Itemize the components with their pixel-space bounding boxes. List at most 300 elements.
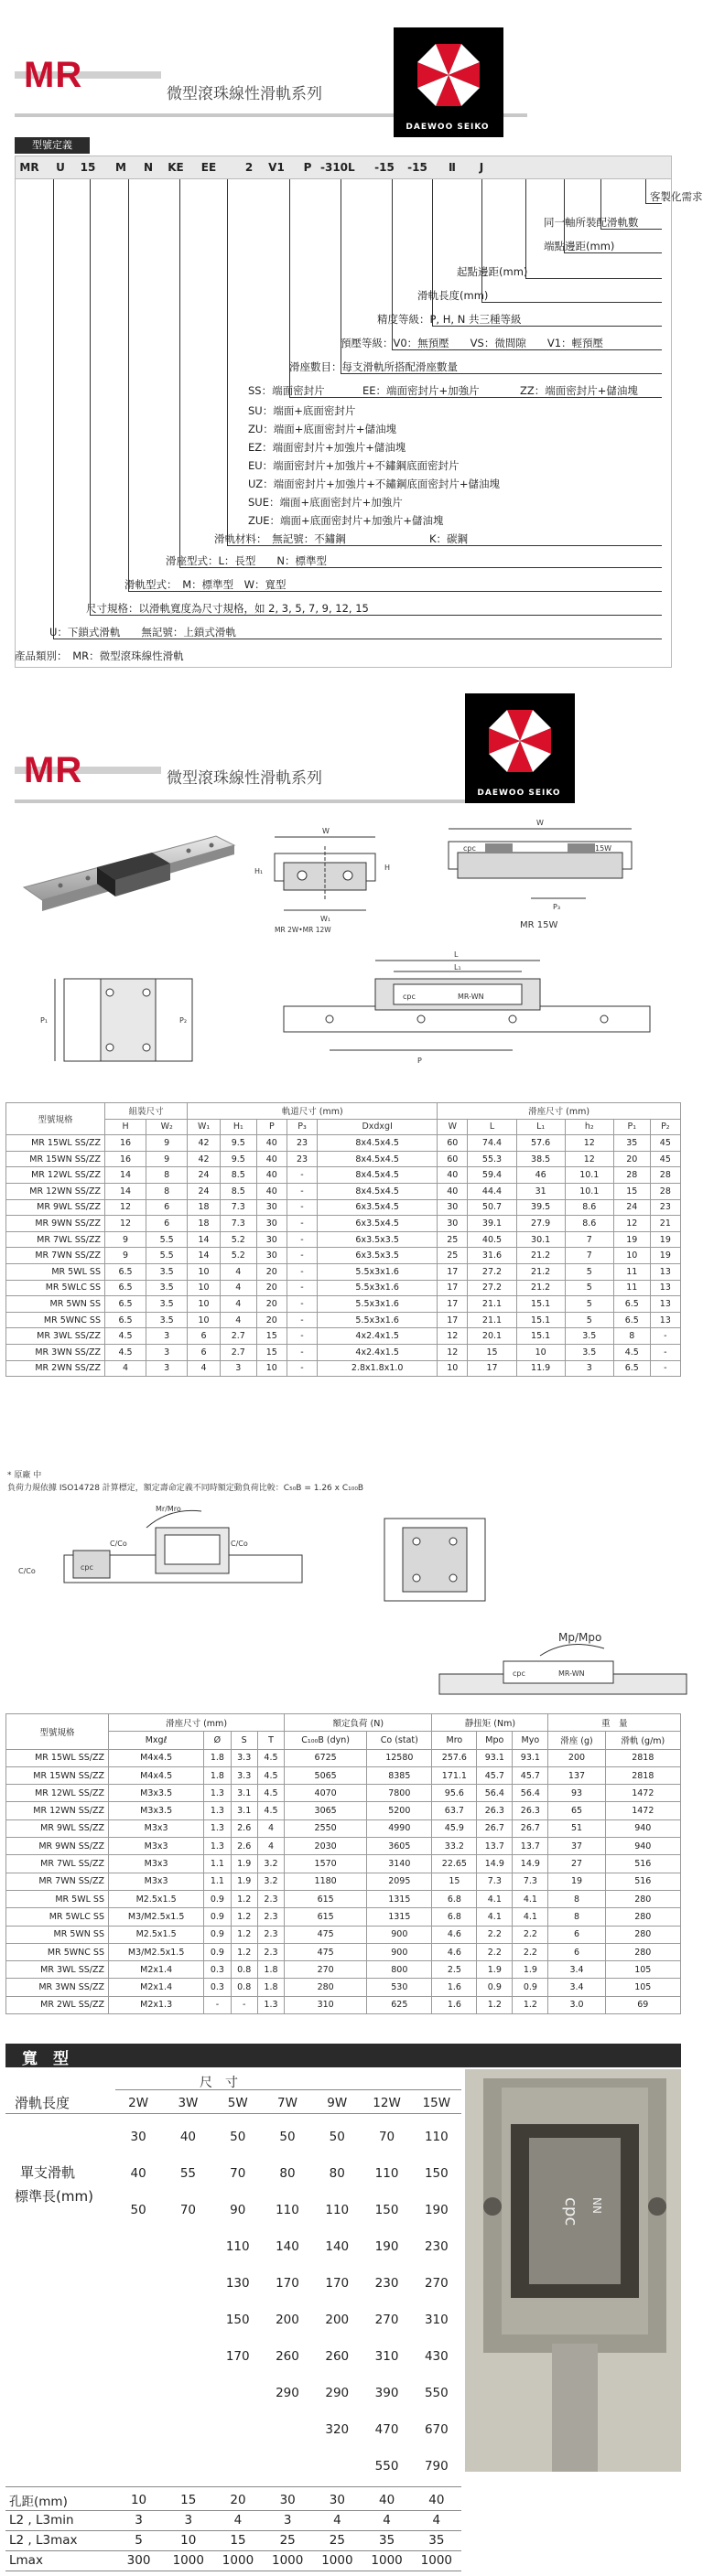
length-cell xyxy=(163,2375,212,2411)
value-cell: 3.2 xyxy=(257,1855,284,1873)
value-cell: 27.9 xyxy=(516,1216,565,1232)
value-cell: 3 xyxy=(146,1328,188,1345)
spec-col-header: P₁ xyxy=(613,1119,650,1135)
value-cell: 23 xyxy=(287,1151,317,1167)
label-seal-sue: SUE：端面+底面密封片+加強片 xyxy=(248,496,403,509)
footer-label: Lmax xyxy=(9,2553,43,2568)
code-definition xyxy=(15,137,703,668)
label-precision: 精度等級：P, H, N 共三種等級 xyxy=(377,313,522,326)
value-cell: 1.2 xyxy=(231,1908,257,1926)
value-cell: 1180 xyxy=(285,1873,367,1890)
value-cell: 74.4 xyxy=(468,1135,516,1152)
code-part: MR xyxy=(19,161,39,174)
value-cell: - xyxy=(287,1263,317,1280)
value-cell: 625 xyxy=(367,1996,432,2013)
value-cell: 530 xyxy=(367,1979,432,1996)
value-cell: 30 xyxy=(256,1248,287,1264)
length-cell: 170 xyxy=(325,2276,350,2291)
md-co-left: C/Co xyxy=(110,1540,127,1548)
table-row xyxy=(114,2228,461,2265)
photo-nn: NN xyxy=(590,2197,603,2214)
value-cell: 516 xyxy=(605,1855,680,1873)
svg-text:P₂: P₂ xyxy=(179,1016,188,1025)
value-cell: 6.8 xyxy=(432,1908,477,1926)
value-cell: 12 xyxy=(105,1199,146,1216)
length-cell: 55 xyxy=(179,2166,197,2181)
value-cell: 7.3 xyxy=(220,1216,256,1232)
length-cell: 50 xyxy=(329,2130,345,2144)
value-cell: 56.4 xyxy=(477,1785,513,1802)
value-cell: 30.1 xyxy=(516,1231,565,1248)
spec-col-header: h₂ xyxy=(565,1119,613,1135)
length-cell xyxy=(163,2411,212,2448)
length-cell: 260 xyxy=(325,2349,350,2364)
value-cell: 1472 xyxy=(605,1785,680,1802)
length-cell: 80 xyxy=(279,2166,296,2181)
value-cell: 19 xyxy=(613,1231,650,1248)
length-cell: 150 xyxy=(225,2313,250,2327)
value-cell: 5.5x3x1.6 xyxy=(318,1296,438,1313)
value-cell: 8x4.5x4.5 xyxy=(318,1151,438,1167)
value-cell: 1.2 xyxy=(231,1890,257,1907)
length-cell: 150 xyxy=(424,2166,449,2181)
value-cell: 40 xyxy=(256,1151,287,1167)
spec-grp-block: 滑座尺寸 (mm) xyxy=(438,1103,681,1120)
value-cell: 1.8 xyxy=(257,1961,284,1979)
length-cell xyxy=(114,2448,163,2485)
value-cell: 0.9 xyxy=(204,1890,231,1907)
md-co-side: C/Co xyxy=(18,1567,36,1575)
value-cell: 4.6 xyxy=(432,1943,477,1960)
value-cell: M3x3 xyxy=(109,1873,204,1890)
value-cell: 1.3 xyxy=(204,1838,231,1855)
spec-grp-rail: 軌道尺寸 (mm) xyxy=(188,1103,438,1120)
table-row xyxy=(6,1996,681,2013)
length-cell: 790 xyxy=(424,2459,449,2474)
value-cell: 4 xyxy=(257,1819,284,1837)
value-cell: 12 xyxy=(438,1344,468,1360)
footer-value: 3 xyxy=(184,2513,193,2528)
value-cell: 8.5 xyxy=(220,1167,256,1184)
model-cell: MR 12WL SS/ZZ xyxy=(6,1785,109,1802)
value-cell: 2.7 xyxy=(220,1344,256,1360)
value-cell: 21.1 xyxy=(468,1312,516,1328)
code-part: J xyxy=(479,161,484,174)
value-cell: 1.2 xyxy=(231,1926,257,1943)
value-cell: 45 xyxy=(650,1135,680,1152)
spec-col-header: P₃ xyxy=(287,1119,317,1135)
fig1-caption: MR 2W•MR 12W xyxy=(275,926,331,934)
mp-mrwn: MR-WN xyxy=(558,1669,585,1678)
value-cell: - xyxy=(287,1231,317,1248)
table-row xyxy=(6,1873,681,1890)
value-cell: 0.3 xyxy=(204,1961,231,1979)
value-cell: 4 xyxy=(220,1296,256,1313)
footer-value: 40 xyxy=(428,2492,445,2507)
length-cell xyxy=(163,2448,212,2485)
value-cell: 8 xyxy=(146,1167,188,1184)
length-cell xyxy=(263,2448,312,2485)
value-cell: 1.8 xyxy=(204,1749,231,1766)
value-cell: 40 xyxy=(256,1183,287,1199)
value-cell: 19 xyxy=(650,1231,680,1248)
value-cell: 12580 xyxy=(367,1749,432,1766)
value-cell: 10 xyxy=(188,1263,221,1280)
value-cell: 8.6 xyxy=(565,1199,613,1216)
svg-text:W₁: W₁ xyxy=(320,915,331,923)
model-cell: MR 3WN SS/ZZ xyxy=(6,1979,109,1996)
value-cell: 25 xyxy=(438,1231,468,1248)
value-cell: 1.1 xyxy=(204,1873,231,1890)
value-cell: 7.3 xyxy=(477,1873,513,1890)
value-cell: 15 xyxy=(468,1344,516,1360)
value-cell: 5 xyxy=(565,1312,613,1328)
footer-value: 15 xyxy=(230,2533,246,2548)
model-cell: MR 7WN SS/ZZ xyxy=(6,1873,109,1890)
spec-table xyxy=(5,1102,681,1377)
spec-col-header: L₁ xyxy=(516,1119,565,1135)
value-cell: 12 xyxy=(105,1216,146,1232)
value-cell: 3.4 xyxy=(548,1979,605,1996)
spec-col-header: W₂ xyxy=(146,1119,188,1135)
table-row xyxy=(114,2192,461,2228)
value-cell: 14 xyxy=(188,1231,221,1248)
load-col-header: T xyxy=(257,1732,284,1749)
value-cell: 2095 xyxy=(367,1873,432,1890)
table-row xyxy=(6,1216,681,1232)
table-row xyxy=(6,1943,681,1960)
code-part: -15 xyxy=(374,161,395,174)
value-cell: 9 xyxy=(105,1248,146,1264)
value-cell: 27 xyxy=(548,1855,605,1873)
table-row xyxy=(6,1961,681,1979)
value-cell: 3.2 xyxy=(257,1873,284,1890)
value-cell: 3065 xyxy=(285,1802,367,1819)
value-cell: 1.8 xyxy=(257,1979,284,1996)
code-part: 2 xyxy=(244,161,254,174)
value-cell: 1.3 xyxy=(204,1819,231,1837)
value-cell: 45.7 xyxy=(477,1766,513,1784)
value-cell: 10 xyxy=(256,1360,287,1377)
sv-mrwn: MR-WN xyxy=(458,993,484,1001)
length-cell xyxy=(312,2448,362,2485)
hline-e1 xyxy=(525,278,662,279)
value-cell: 14.9 xyxy=(513,1855,548,1873)
code-part: Ⅱ xyxy=(449,161,456,174)
value-cell: 5.5x3x1.6 xyxy=(318,1263,438,1280)
value-cell: 30 xyxy=(438,1216,468,1232)
wide-std-label1: 單支滑軌 xyxy=(20,2164,76,2181)
value-cell: 40 xyxy=(256,1135,287,1152)
label-seal-eu: EU：端面密封片+加強片+不鏽鋼底面密封片 xyxy=(248,459,460,472)
length-cell: 90 xyxy=(230,2203,246,2217)
footer-value: 15 xyxy=(180,2492,197,2507)
length-cell: 290 xyxy=(325,2386,350,2400)
wide-size-head xyxy=(114,2093,461,2113)
value-cell: 23 xyxy=(287,1135,317,1152)
value-cell: M3x3 xyxy=(109,1838,204,1855)
wide-size-cell: 2W xyxy=(128,2096,149,2110)
length-cell xyxy=(263,2411,312,2448)
model-cell: MR 15WL SS/ZZ xyxy=(6,1749,109,1766)
load-col-header: Co (stat) xyxy=(367,1732,432,1749)
table-row xyxy=(6,1926,681,1943)
value-cell: 15 xyxy=(432,1873,477,1890)
value-cell: 6725 xyxy=(285,1749,367,1766)
table-row xyxy=(6,1802,681,1819)
label-e2: 端點邊距(mm) xyxy=(544,240,615,252)
value-cell: 4 xyxy=(220,1280,256,1296)
footer-value: 35 xyxy=(378,2533,395,2548)
wide-lengths xyxy=(114,2119,461,2485)
load-grp-slide: 滑座尺寸 (mm) xyxy=(109,1714,285,1732)
wide-size-cell: 9W xyxy=(327,2096,348,2110)
table-row xyxy=(6,1280,681,1296)
value-cell: 2.8x1.8x1.0 xyxy=(318,1360,438,1377)
value-cell: M2x1.4 xyxy=(109,1961,204,1979)
value-cell: 11.9 xyxy=(516,1360,565,1377)
table-row xyxy=(114,2302,461,2338)
value-cell: 1.9 xyxy=(513,1961,548,1979)
value-cell: 270 xyxy=(285,1961,367,1979)
value-cell: 4990 xyxy=(367,1819,432,1837)
value-cell: 6.8 xyxy=(432,1890,477,1907)
value-cell: 5.5x3x1.6 xyxy=(318,1312,438,1328)
value-cell: 1.9 xyxy=(231,1855,257,1873)
wide-header-bar xyxy=(5,2044,681,2067)
wide-size-cell: 7W xyxy=(277,2096,297,2110)
sv-cpc: cpc xyxy=(403,993,416,1001)
value-cell: 10.1 xyxy=(565,1183,613,1199)
value-cell: 280 xyxy=(605,1943,680,1960)
value-cell: 13 xyxy=(650,1280,680,1296)
table-row xyxy=(6,1296,681,1313)
value-cell: 59.4 xyxy=(468,1167,516,1184)
footer-value: 1000 xyxy=(172,2553,204,2568)
length-cell xyxy=(163,2338,212,2375)
value-cell: 475 xyxy=(285,1943,367,1960)
value-cell: 6x3.5x3.5 xyxy=(318,1248,438,1264)
model-cell: MR 7WL SS/ZZ xyxy=(6,1231,105,1248)
length-cell xyxy=(163,2265,212,2302)
line-j xyxy=(645,179,646,203)
value-cell: 6.5 xyxy=(613,1296,650,1313)
hline-length xyxy=(481,302,662,303)
value-cell: 17 xyxy=(468,1360,516,1377)
value-cell: 900 xyxy=(367,1943,432,1960)
table-row xyxy=(6,1135,681,1152)
value-cell: 26.7 xyxy=(477,1819,513,1837)
value-cell: 12 xyxy=(565,1135,613,1152)
value-cell: - xyxy=(650,1344,680,1360)
value-cell: 8x4.5x4.5 xyxy=(318,1183,438,1199)
code-part: P xyxy=(303,161,312,174)
footer-value: 35 xyxy=(428,2533,445,2548)
value-cell: 3 xyxy=(146,1360,188,1377)
value-cell: 2.5 xyxy=(432,1961,477,1979)
value-cell: 3 xyxy=(146,1344,188,1360)
value-cell: M2.5x1.5 xyxy=(109,1926,204,1943)
length-cell xyxy=(114,2411,163,2448)
length-cell: 140 xyxy=(276,2239,299,2254)
value-cell: 10.1 xyxy=(565,1167,613,1184)
length-cell: 550 xyxy=(374,2459,399,2474)
value-cell: 39.1 xyxy=(468,1216,516,1232)
length-cell: 550 xyxy=(424,2386,449,2400)
value-cell: 30 xyxy=(256,1231,287,1248)
value-cell: M4x4.5 xyxy=(109,1766,204,1784)
length-cell: 200 xyxy=(276,2313,299,2327)
value-cell: 20 xyxy=(613,1151,650,1167)
value-cell: 4 xyxy=(188,1360,221,1377)
value-cell: 40.5 xyxy=(468,1231,516,1248)
table-row xyxy=(6,1785,681,1802)
value-cell: 1.3 xyxy=(257,1996,284,2013)
value-cell: 6.5 xyxy=(105,1280,146,1296)
value-cell: 28 xyxy=(613,1167,650,1184)
value-cell: 4 xyxy=(220,1312,256,1328)
load-col-header: Mpo xyxy=(477,1732,513,1749)
value-cell: 10 xyxy=(188,1312,221,1328)
line-block xyxy=(179,179,180,567)
value-cell: 200 xyxy=(548,1749,605,1766)
value-cell: 5065 xyxy=(285,1766,367,1784)
value-cell: 3 xyxy=(220,1360,256,1377)
table-row xyxy=(114,2265,461,2302)
value-cell: 2.6 xyxy=(231,1819,257,1837)
value-cell: 6 xyxy=(548,1943,605,1960)
value-cell: 12 xyxy=(438,1328,468,1345)
value-cell: 3.5 xyxy=(565,1344,613,1360)
value-cell: 7 xyxy=(565,1248,613,1264)
footer-value: 10 xyxy=(180,2533,197,2548)
value-cell: 171.1 xyxy=(432,1766,477,1784)
code-part: M xyxy=(115,161,126,174)
value-cell: 4.5 xyxy=(257,1802,284,1819)
value-cell: 615 xyxy=(285,1890,367,1907)
spec-col-header: L xyxy=(468,1119,516,1135)
value-cell: 12 xyxy=(565,1151,613,1167)
label-seal-ez: EZ：端面密封片+加強片+儲油塊 xyxy=(248,441,406,454)
spec-col-header: H xyxy=(105,1119,146,1135)
value-cell: 26.7 xyxy=(513,1819,548,1837)
series-title-2: MR xyxy=(24,750,83,790)
length-cell: 110 xyxy=(374,2166,399,2181)
value-cell: 2818 xyxy=(605,1766,680,1784)
footer-value: 30 xyxy=(329,2492,345,2507)
value-cell: 13.7 xyxy=(513,1838,548,1855)
value-cell: 0.8 xyxy=(231,1961,257,1979)
value-cell: 30 xyxy=(256,1216,287,1232)
table-row xyxy=(6,1979,681,1996)
value-cell: - xyxy=(204,1996,231,2013)
value-cell: 16 xyxy=(105,1151,146,1167)
value-cell: 15 xyxy=(256,1344,287,1360)
value-cell: 15 xyxy=(613,1183,650,1199)
line-precision xyxy=(432,179,433,326)
length-cell: 70 xyxy=(378,2130,395,2144)
daewoo-logo xyxy=(394,27,503,141)
value-cell: 6 xyxy=(188,1328,221,1345)
umbrella-logo-icon xyxy=(394,27,503,137)
wide-size-cell: 5W xyxy=(227,2096,248,2110)
label-preload: 預壓等級：V0：無預壓 VS：微間隙 V1：輕預壓 xyxy=(341,337,604,349)
table-row xyxy=(6,1312,681,1328)
model-cell: MR 9WL SS/ZZ xyxy=(6,1819,109,1837)
value-cell: 3.1 xyxy=(231,1802,257,1819)
table-row xyxy=(6,1263,681,1280)
value-cell: 0.8 xyxy=(231,1979,257,1996)
label-ii: 同一軸所裝配滑軌數 xyxy=(544,216,639,229)
svg-text:P₃: P₃ xyxy=(553,903,561,911)
length-cell: 670 xyxy=(424,2422,449,2437)
value-cell: 13 xyxy=(650,1263,680,1280)
value-cell: 6.5 xyxy=(613,1360,650,1377)
value-cell: 7 xyxy=(565,1231,613,1248)
length-cell xyxy=(114,2228,163,2265)
value-cell: 31 xyxy=(516,1183,565,1199)
table-row xyxy=(114,2338,461,2375)
value-cell: 2.2 xyxy=(477,1943,513,1960)
value-cell: 10 xyxy=(516,1344,565,1360)
footer-value: 1000 xyxy=(371,2553,403,2568)
value-cell: 27.2 xyxy=(468,1263,516,1280)
value-cell: 28 xyxy=(650,1167,680,1184)
spec-note-2: 負荷力規依據 ISO14728 計算標定，額定壽命定義不同時額定動負荷比較：C₅₀B = 1.26 x C₁₀₀B xyxy=(7,1484,364,1493)
value-cell: 15.1 xyxy=(516,1296,565,1313)
length-cell: 270 xyxy=(424,2276,449,2291)
table-row xyxy=(6,1199,681,1216)
value-cell: 3.5 xyxy=(565,1328,613,1345)
length-cell: 430 xyxy=(424,2349,449,2364)
model-cell: MR 9WL SS/ZZ xyxy=(6,1199,105,1216)
table-row xyxy=(6,1890,681,1907)
code-part: 15 xyxy=(80,161,96,174)
table-row xyxy=(6,1231,681,1248)
code-part: KE xyxy=(168,161,184,174)
value-cell: 3.4 xyxy=(548,1961,605,1979)
length-cell: 270 xyxy=(374,2313,399,2327)
value-cell: 0.9 xyxy=(513,1979,548,1996)
wide-table-area xyxy=(5,2067,461,2576)
load-table xyxy=(5,1713,681,2014)
value-cell: 5.5 xyxy=(146,1248,188,1264)
length-cell: 50 xyxy=(130,2203,146,2217)
value-cell: 40 xyxy=(438,1167,468,1184)
label-material-k: K：碳鋼 xyxy=(429,532,469,545)
value-cell: 13.7 xyxy=(477,1838,513,1855)
value-cell: - xyxy=(650,1328,680,1345)
value-cell: 4.5 xyxy=(105,1328,146,1345)
footer-value: 3 xyxy=(135,2513,143,2528)
spec-col-model: 型號規格 xyxy=(6,1103,105,1135)
value-cell: 280 xyxy=(605,1926,680,1943)
moment-mp-diagram xyxy=(439,1628,687,1711)
value-cell: 50.7 xyxy=(468,1199,516,1216)
value-cell: 17 xyxy=(438,1296,468,1313)
value-cell: 27.2 xyxy=(468,1280,516,1296)
value-cell: 17 xyxy=(438,1312,468,1328)
length-cell: 130 xyxy=(225,2276,250,2291)
md-cpc: cpc xyxy=(81,1563,93,1572)
value-cell: 20 xyxy=(256,1312,287,1328)
value-cell: 105 xyxy=(605,1979,680,1996)
value-cell: 3.0 xyxy=(548,1996,605,2013)
model-cell: MR 15WL SS/ZZ xyxy=(6,1135,105,1152)
value-cell: 44.4 xyxy=(468,1183,516,1199)
model-cell: MR 7WN SS/ZZ xyxy=(6,1248,105,1264)
value-cell: 4x2.4x1.5 xyxy=(318,1344,438,1360)
